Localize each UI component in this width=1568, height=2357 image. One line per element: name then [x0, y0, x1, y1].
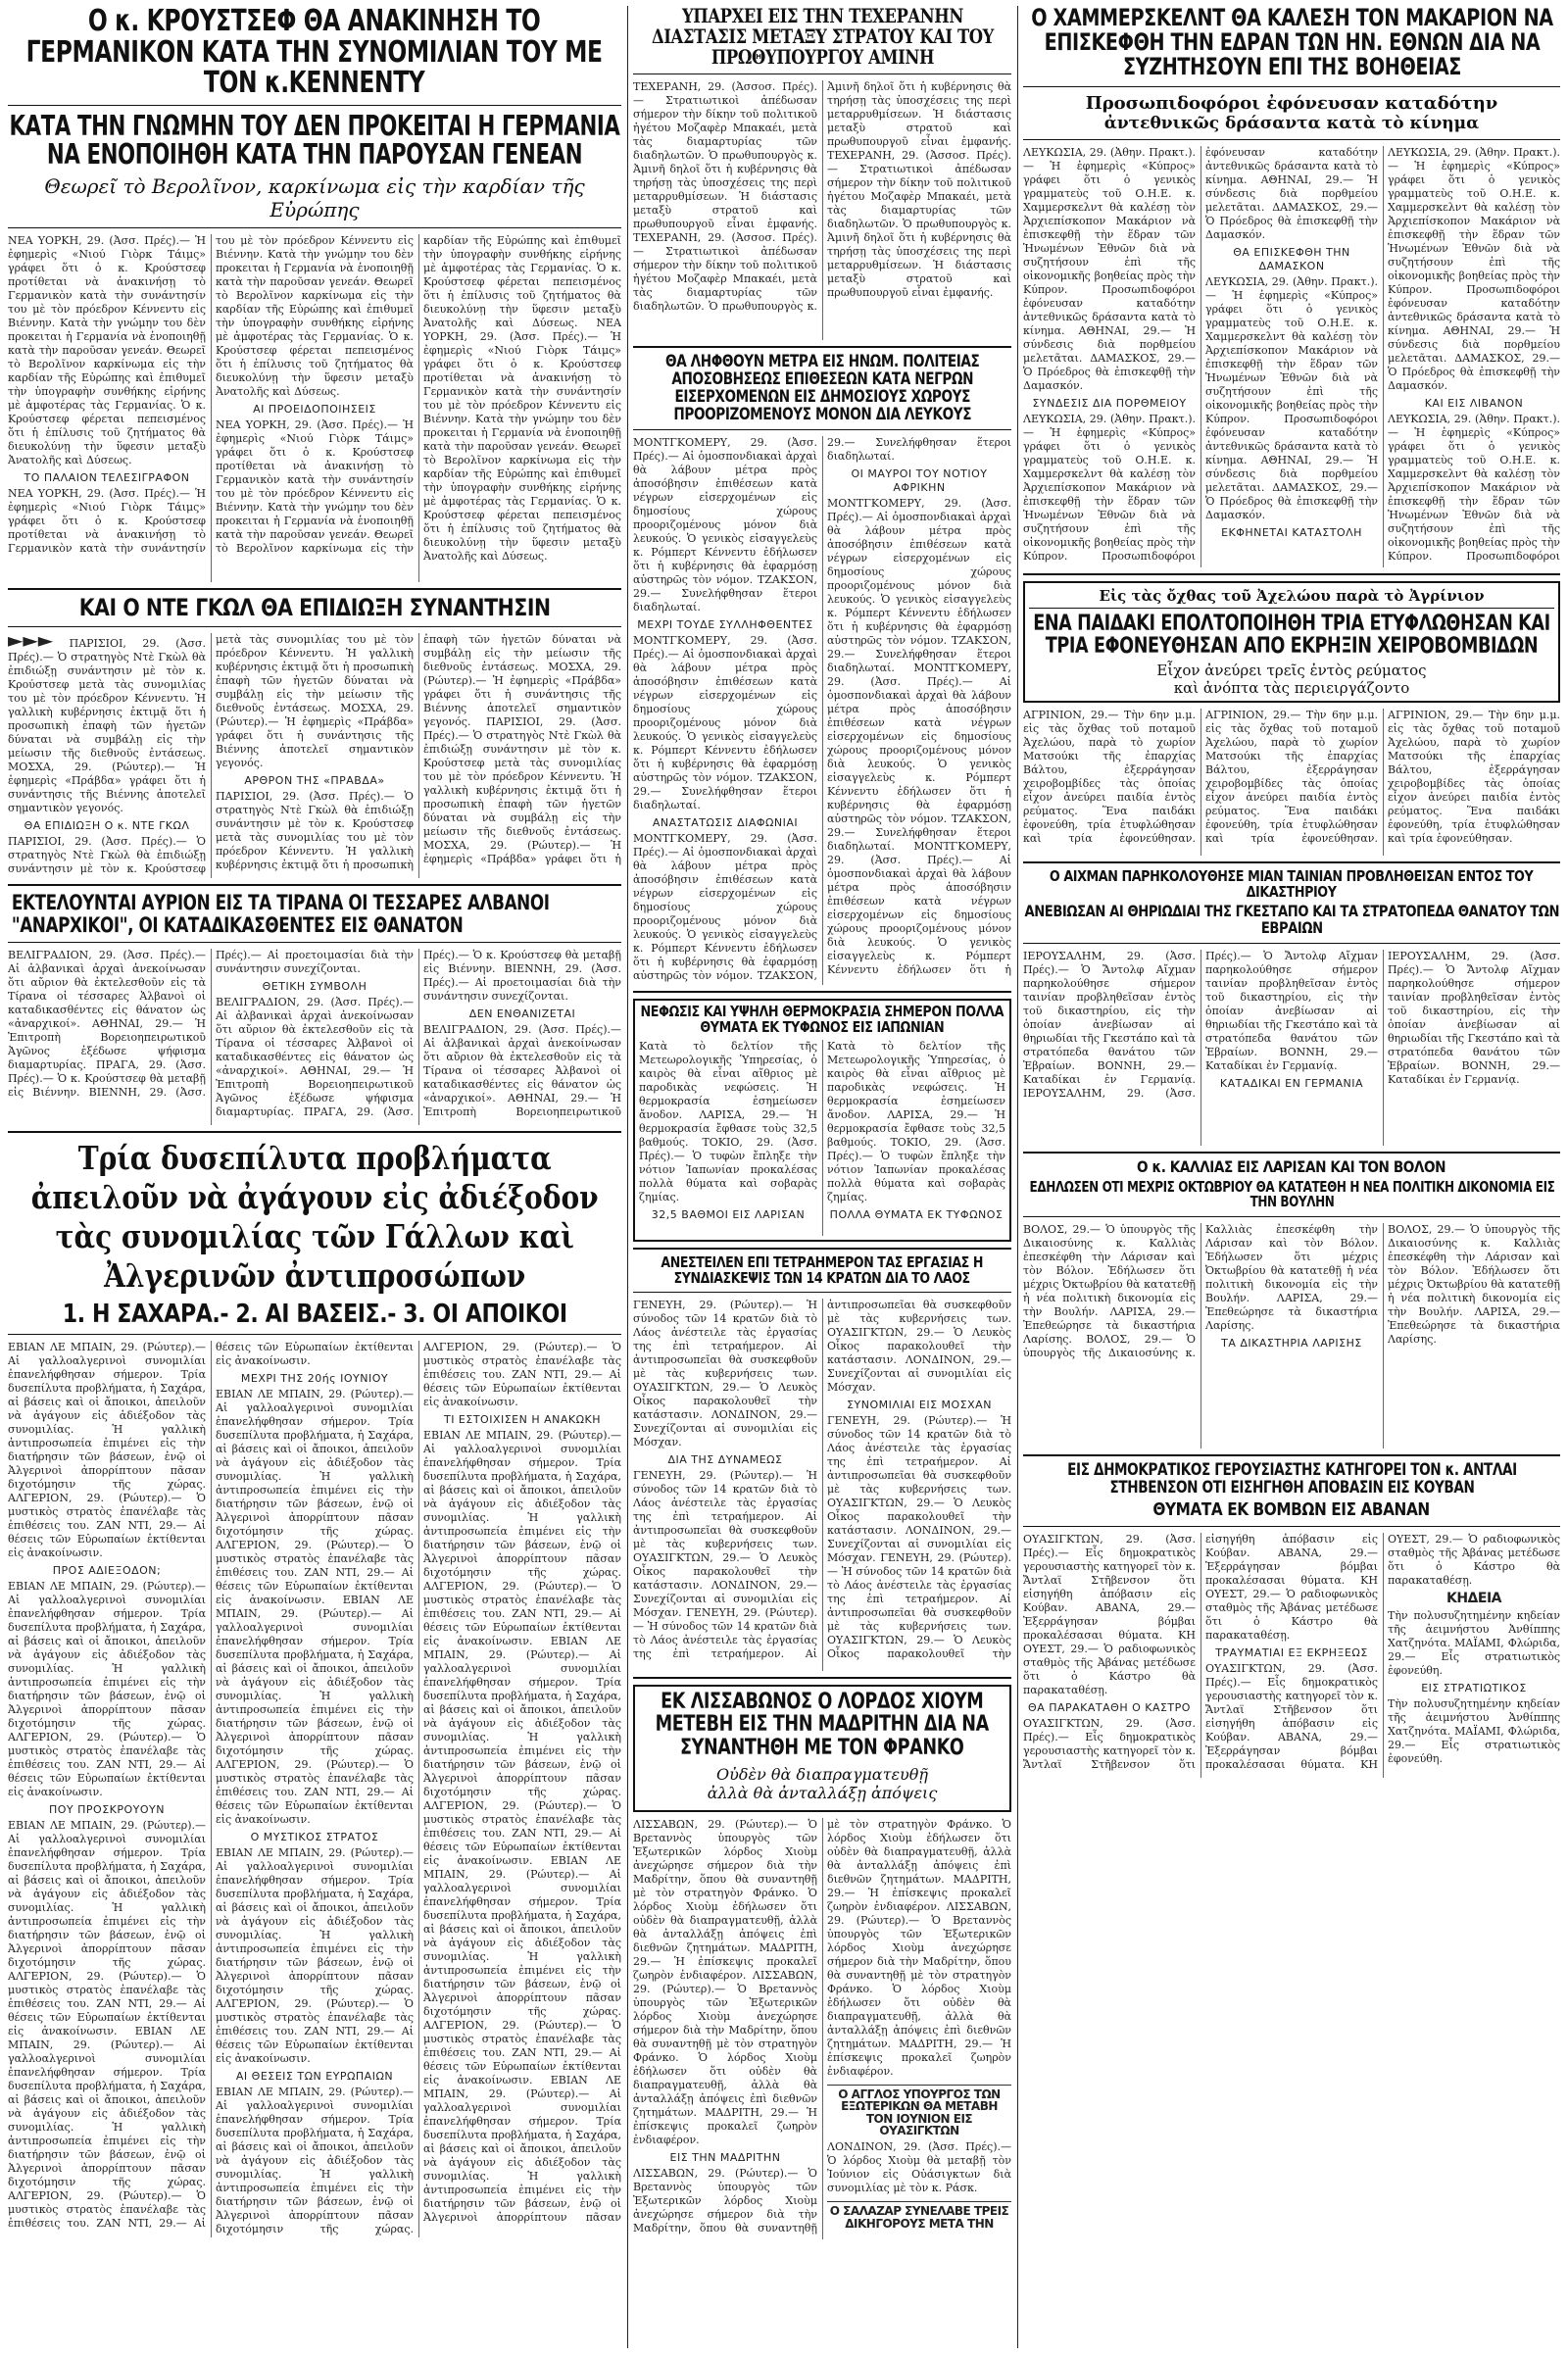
subhead-informer: ἀντεθνικῶς δράσαντα κατὰ τὸ κίνημα — [1103, 113, 1480, 133]
section-positive-contribution: ΘΕΤΙΚΗ ΣΥΜΒΟΛΗ — [262, 979, 368, 993]
section-germany-convictions: ΚΑΤΑΔΙΚΑΙ ΕΝ ΓΕΡΜΑΝΙΑ — [1219, 1076, 1364, 1090]
headline-funeral: ΚΗΔΕΙΑ — [1446, 1590, 1501, 1606]
headline-tehran: ΥΠΑΡΧΕΙ ΕΙΣ ΤΗΝ ΤΕΧΕΡΑΝΗΝ ΔΙΑΣΤΑΣΙΣ ΜΕΤΑΞΥ ΣΤΡΑΤΟΥ ΚΑΙ ΤΟΥ ΠΡΩΘΥΠΟΥΡΓΟΥ ΑΜΙΝΗ — [651, 6, 994, 69]
headline-weather: ΝΕΦΩΣΙΣ ΚΑΙ ΥΨΗΛΗ ΘΕΡΜΟΚΡΑΣΙΑ ΣΗΜΕΡΟΝ ΠΟΛΛΑ ΘΥΜΑΤΑ ΕΚ ΤΥΦΩΝΟΣ ΕΙΣ ΙΑΠΩΝΙΑΝ — [640, 1003, 1004, 1037]
article-khrushchev: ΝΕΑ ΥΟΡΚΗ, 29. (Ἀσσ. Πρές).— Ἡ ἐφημερὶς «Νιού Γιὸρκ Τάιμς» γράφει ὅτι ὁ κ. Κρούστσεφ προτίθεται νὰ ἀνακινήσῃ τὸ Γερμανικὸν κατὰ τὴν συνάντησίν του μὲ τὸν πρόεδρον Κέννεντυ εἰς Βιέννην. Κατὰ τὴν γνώμην του δὲν προκειται ἡ Γερμανία νὰ ἑνοποιηθῇ κατὰ τὴν παροῦσαν γενεάν. Θεωρεῖ τὸ Βερολῖνον καρκίνωμα εἰς τὴν καρδίαν τῆς Εὐρώπης καὶ ἐπιθυμεῖ τὴν ὑπογραφὴν συνθήκης εἰρήνης μὲ ἀμφοτέρας τὰς Γερμανίας. Ὁ κ. Κρούστσεφ φέρεται πεπεισμένος ὅτι ἡ ἐπίλυσις τοῦ ζητήματος θὰ διευκολύνῃ τὴν ὕφεσιν μεταξὺ Ἀνατολῆς καὶ Δύσεως. ΤΟ ΠΑΛΑΙΟΝ ΤΕΛΕΣΙΓΡΑΦΟΝ ΝΕΑ ΥΟΡΚΗ, 29. (Ἀσσ. Πρές).— Ἡ ἐφημερὶς «Νιού Γιὸρκ Τάιμς» γράφει ὅτι ὁ κ. Κρούστσεφ προτίθεται νὰ ἀνακινήσῃ τὸ Γερμανικὸν κατὰ τὴν συνάντησίν του μὲ τὸν πρόεδρον Κέννεντυ εἰς Βιέννην. Κατὰ τὴν γνώμην του δὲν προκειται ἡ Γερμανία νὰ ἑνοποιηθῇ κατὰ τὴν παροῦσαν γενεάν. Θεωρεῖ τὸ Βερολῖνον καρκίνωμα εἰς τὴν καρδίαν τῆς Εὐρώπης καὶ ἐπιθυμεῖ τὴν ὑπογραφὴν συνθήκης εἰρήνης μὲ ἀμφοτέρας τὰς Γερμανίας. Ὁ κ. Κρούστσεφ φέρεται πεπεισμένος ὅτι ἡ ἐπίλυσις τοῦ ζητήματος θὰ διευκολύνῃ τὴν ὕφεσιν μεταξὺ Ἀνατολῆς καὶ Δύσεως. ΑΙ ΠΡΟΕΙΔΟΠΟΙΗΣΕΙΣ ΝΕΑ ΥΟΡΚΗ, 29. (Ἀσσ. Πρές).— Ἡ ἐφημερὶς «Νιού Γιὸρκ Τάιμς» γράφει ὅτι ὁ κ. Κρούστσεφ προτίθεται νὰ ἀνακινήσῃ τὸ Γερμανικὸν κατὰ τὴν συνάντησίν του μὲ τὸν πρόεδρον Κέννεντυ εἰς Βιέννην. Κατὰ τὴν γνώμην του δὲν προκειται ἡ Γερμανία νὰ ἑνοποιηθῇ κατὰ τὴν παροῦσαν γενεάν. Θεωρεῖ τὸ Βερολῖνον καρκίνωμα εἰς τὴν καρδίαν τῆς Εὐρώπης καὶ ἐπιθυμεῖ τὴν ὑπογραφὴν συνθήκης εἰρήνης μὲ ἀμφοτέρας τὰς Γερμανίας. Ὁ κ. Κρούστσεφ φέρεται πεπεισμένος ὅτι ἡ ἐπίλυσις τοῦ ζητήματος θὰ διευκολύνῃ τὴν ὕφεσιν μεταξὺ Ἀνατολῆς καὶ Δύσεως. ΝΕΑ ΥΟΡΚΗ, 29. (Ἀσσ. Πρές).— Ἡ ἐφημερὶς «Νιού Γιὸρκ Τάιμς» γράφει ὅτι ὁ κ. Κρούστσεφ προτίθεται νὰ ἀνακινήσῃ τὸ Γερμανικὸν κατὰ τὴν συνάντησίν του μὲ τὸν πρόεδρον Κέννεντυ εἰς Βιέννην. Κατὰ τὴν γνώμην του δὲν προκειται ἡ Γερμανία νὰ ἑνοποιηθῇ κατὰ τὴν παροῦσαν γενεάν. Θεωρεῖ τὸ Βερολῖνον καρκίνωμα εἰς τὴν καρδίαν τῆς Εὐρώπης καὶ ἐπιθυμεῖ τὴν ὑπογραφὴν συνθήκης εἰρήνης μὲ ἀμφοτέρας τὰς Γερμανίας. Ὁ κ. Κρούστσεφ φέρεται πεπεισμένος ὅτι ἡ ἐπίλυσις τοῦ ζητήματος θὰ διευκολύνῃ τὴν ὕφεσιν μεταξὺ Ἀνατολῆς καὶ Δύσεως. — [8, 234, 621, 564]
section-arrested: ΜΕΧΡΙ ΤΟΥΔΕ ΣΥΛΛΗΦΘΕΝΤΕΣ — [637, 618, 813, 632]
headline-germany-unification: ΚΑΤΑ ΤΗΝ ΓΝΩΜΗΝ ΤΟΥ ΔΕΝ ΠΡΟΚΕΙΤΑΙ Η ΓΕΡΜΑΝΙΑ ΝΑ ΕΝΟΠΟΙΗΘΗ ΚΑΤΑ ΤΗΝ ΠΑΡΟΥΣΑΝ ΓΕΝΕΑΝ — [9, 109, 620, 171]
subhead-exchange: ἀλλὰ θὰ ἀνταλλάξῃ ἀπόψεις — [707, 1783, 938, 1802]
headline-hammarskjold: Ο ΧΑΜΜΕΡΣΚΕΛΝΤ ΘΑ ΚΑΛΕΣΗ ΤΟΝ ΜΑΚΑΡΙΟΝ ΝΑ ΕΠΙΣΚΕΦΘΗ ΤΗΝ ΕΔΡΑΝ ΤΩΝ ΗΝ. ΕΘΝΩΝ ΔΙΑ ΝΑ ΣΥΖΗΤΗΣΟΥΝ ΕΠΙ ΤΗΣ ΒΟΗΘΕΙΑΣ — [1030, 6, 1553, 81]
headline-lord-home: ΕΚ ΛΙΣΣΑΒΩΝΟΣ Ο ΛΟΡΔΟΣ ΧΙΟΥΜ ΜΕΤΕΒΗ ΕΙΣ ΤΗΝ ΜΑΔΡΙΤΗΝ ΔΙΑ ΝΑ ΣΥΝΑΝΤΗΘΗ ΜΕ ΤΟΝ ΦΡΑΝΚΟ — [655, 1690, 990, 1760]
headline-khrushchev: Ο κ. ΚΡΟΥΣΤΣΕΦ ΘΑ ΑΝΑΚΙΝΗΣΗ ΤΟ ΓΕΡΜΑΝΙΚΟΝ ΚΑΤΑ ΤΗΝ ΣΥΝΟΜΙΛΙΑΝ ΤΟΥ ΜΕ ΤΟΝ κ.ΚΕΝΝΕΝΤΥ — [25, 6, 604, 100]
column-right — [1023, 6, 1560, 2348]
article-foreign-minister: ΛΟΝΔΙΝΟΝ, 29. (Ἀσσ. Πρές).— Ὁ λόρδος Χιοὺμ θὰ μεταβῇ τὸν Ἰούνιον εἰς Οὐάσιγκτων διὰ συνομιλίας μὲ τὸν κ. Ράσκ. — [827, 2140, 1011, 2195]
headline-eichmann: Ο ΑΙΧΜΑΝ ΠΑΡΗΚΟΛΟΥΘΗΣΕ ΜΙΑΝ ΤΑΙΝΙΑΝ ΠΡΟΒΛΗΘΕΙΣΑΝ ΕΝΤΟΣ ΤΟΥ ΔΙΚΑΣΤΗΡΙΟΥ — [1050, 866, 1534, 901]
headline-laos-conference: ΑΝΕΣΤΕΙΛΕΝ ΕΠΙ ΤΕΤΡΑΗΜΕΡΟΝ ΤΑΣ ΕΡΓΑΣΙΑΣ Η ΣΥΝΔΙΑΣΚΕΨΙΣ ΤΩΝ 14 ΚΡΑΤΩΝ ΔΙΑ ΤΟ ΛΑΟΣ — [661, 1252, 984, 1287]
headline-us-segregation: ΘΑ ΛΗΦΘΟΥΝ ΜΕΤΡΑ ΕΙΣ ΗΝΩΜ. ΠΟΛΙΤΕΙΑΣ ΑΠΟΣΟΒΗΣΕΩΣ ΕΠΙΘΕΣΕΩΝ ΚΑΤΑ ΝΕΓΡΩΝ ΕΙΣΕΡΧΟΜΕΝΩΝ ΕΙΣ ΔΗΜΟΣΙΟΥΣ ΧΩΡΟΥΣ ΠΡΟΟΡΙΖΟΜΕΝΟΥΣ ΜΟΝΟΝ ΔΙΑ ΛΕΥΚΟΥΣ — [664, 352, 980, 424]
lord-home-box — [633, 1685, 1011, 1811]
article-eichmann: ΙΕΡΟΥΣΑΛΗΜ, 29. (Ἀσσ. Πρές).— Ὁ Ἄντολφ Αἴχμαν παρηκολούθησε σήμερον ταινίαν προβληθεῖσαν ἐντὸς τοῦ δικαστηρίου, εἰς τὴν ὁποίαν ἀνεβίωσαν αἱ θηριωδίαι τῆς Γκεστάπο καὶ τὰ στρατόπεδα θανάτου τῶν Ἑβραίων. ΒΟΝΝΗ, 29.— Καταδίκαι ἐν Γερμανίᾳ. ΙΕΡΟΥΣΑΛΗΜ, 29. (Ἀσσ. Πρές).— Ὁ Ἄντολφ Αἴχμαν παρηκολούθησε σήμερον ταινίαν προβληθεῖσαν ἐντὸς τοῦ δικαστηρίου, εἰς τὴν ὁποίαν ἀνεβίωσαν αἱ θηριωδίαι τῆς Γκεστάπο καὶ τὰ στρατόπεδα θανάτου τῶν Ἑβραίων. ΒΟΝΝΗ, 29.— Καταδίκαι ἐν Γερμανίᾳ. ΚΑΤΑΔΙΚΑΙ ΕΝ ΓΕΡΜΑΝΙΑ ΙΕΡΟΥΣΑΛΗΜ, 29. (Ἀσσ. Πρές).— Ὁ Ἄντολφ Αἴχμαν παρηκολούθησε σήμερον ταινίαν προβληθεῖσαν ἐντὸς τοῦ δικαστηρίου, εἰς τὴν ὁποίαν ἀνεβίωσαν αἱ θηριωδίαι τῆς Γκεστάπο καὶ τὰ στρατόπεδα θανάτου τῶν Ἑβραίων. ΒΟΝΝΗ, 29.— Καταδίκαι ἐν Γερμανίᾳ. — [1023, 949, 1560, 1100]
section-typhoon: ΠΟΛΛΑ ΘΥΜΑΤΑ ΕΚ ΤΥΦΩΝΟΣ — [829, 1207, 1004, 1221]
article-de-gaulle: ►►► ΠΑΡΙΣΙΟΙ, 29. (Ἀσσ. Πρές).— Ὁ στρατηγὸς Ντὲ Γκὼλ θὰ ἐπιδιώξῃ συνάντησιν μὲ τὸν κ. Κρούστσεφ μετὰ τὰς συνομιλίας του μὲ τὸν πρόεδρον Κέννεντυ. Ἡ γαλλικὴ κυβέρνησις ἐκτιμᾷ ὅτι ἡ προσωπικὴ ἐπαφὴ τῶν ἡγετῶν δύναται νὰ συμβάλῃ εἰς τὴν μείωσιν τῆς διεθνοῦς ἐντάσεως. ΜΟΣΧΑ, 29. (Ρώυτερ).— Ἡ ἐφημερὶς «Πράβδα» γράφει ὅτι ἡ συνάντησις τῆς Βιέννης ἀποτελεῖ σημαντικὸν γεγονός. ΘΑ ΕΠΙΔΙΩΞΗ Ο κ. ΝΤΕ ΓΚΩΛ ΠΑΡΙΣΙΟΙ, 29. (Ἀσσ. Πρές).— Ὁ στρατηγὸς Ντὲ Γκὼλ θὰ ἐπιδιώξῃ συνάντησιν μὲ τὸν κ. Κρούστσεφ μετὰ τὰς συνομιλίας του μὲ τὸν πρόεδρον Κέννεντυ. Ἡ γαλλικὴ κυβέρνησις ἐκτιμᾷ ὅτι ἡ προσωπικὴ ἐπαφὴ τῶν ἡγετῶν δύναται νὰ συμβάλῃ εἰς τὴν μείωσιν τῆς διεθνοῦς ἐντάσεως. ΜΟΣΧΑ, 29. (Ρώυτερ).— Ἡ ἐφημερὶς «Πράβδα» γράφει ὅτι ἡ συνάντησις τῆς Βιέννης ἀποτελεῖ σημαντικὸν γεγονός. ΑΡΘΡΟΝ ΤΗΣ «ΠΡΑΒΔΑ» ΠΑΡΙΣΙΟΙ, 29. (Ἀσσ. Πρές).— Ὁ στρατηγὸς Ντὲ Γκὼλ θὰ ἐπιδιώξῃ συνάντησιν μὲ τὸν κ. Κρούστσεφ μετὰ τὰς συνομιλίας του μὲ τὸν πρόεδρον Κέννεντυ. Ἡ γαλλικὴ κυβέρνησις ἐκτιμᾷ ὅτι ἡ προσωπικὴ ἐπαφὴ τῶν ἡγετῶν δύναται νὰ συμβάλῃ εἰς τὴν μείωσιν τῆς διεθνοῦς ἐντάσεως. ΜΟΣΧΑ, 29. (Ρώυτερ).— Ἡ ἐφημερὶς «Πράβδα» γράφει ὅτι ἡ συνάντησις τῆς Βιέννης ἀποτελεῖ σημαντικὸν γεγονός. ΠΑΡΙΣΙΟΙ, 29. (Ἀσσ. Πρές).— Ὁ στρατηγὸς Ντὲ Γκὼλ θὰ ἐπιδιώξῃ συνάντησιν μὲ τὸν κ. Κρούστσεφ μετὰ τὰς συνομιλίας του μὲ τὸν πρόεδρον Κέννεντυ. Ἡ γαλλικὴ κυβέρνησις ἐκτιμᾷ ὅτι ἡ προσωπικὴ ἐπαφὴ τῶν ἡγετῶν δύναται νὰ συμβάλῃ εἰς τὴν μείωσιν τῆς διεθνοῦς ἐντάσεως. ΜΟΣΧΑ, 29. (Ρώυτερ).— Ἡ ἐφημερὶς «Πράβδα» γράφει ὅτι ἡ — [8, 633, 621, 878]
headline-de-gaulle: ΚΑΙ Ο ΝΤΕ ΓΚΩΛ ΘΑ ΕΠΙΔΙΩΞΗ ΣΥΝΑΝΤΗΣΙΝ — [78, 594, 551, 622]
section-lebanon: ΚΑΙ ΕΙΣ ΛΙΒΑΝΟΝ — [1424, 396, 1524, 410]
headline-senator-stevenson: ΕΙΣ ΔΗΜΟΚΡΑΤΙΚΟΣ ΓΕΡΟΥΣΙΑΣΤΗΣ ΚΑΤΗΓΟΡΕΙ ΤΟΝ κ. ΑΝΤΛΑΙ ΣΤΗΒΕΝΣΟΝ ΟΤΙ ΕΙΣΗΓΗΘΗ ΑΠΟΒΑΣΙΝ ΕΙΣ ΚΟΥΒΑΝ — [1066, 1460, 1517, 1498]
article-algeria: ΕΒΙΑΝ ΛΕ ΜΠΑΙΝ, 29. (Ρώυτερ).— Αἱ γαλλοαλγερινοὶ συνομιλίαι ἐπανελήφθησαν σήμερον. Τρία δυσεπίλυτα προβλήματα, ἡ Σαχάρα, αἱ βάσεις καὶ οἱ ἄποικοι, ἀπειλοῦν νὰ ἀγάγουν εἰς ἀδιέξοδον τὰς συνομιλίας. Ἡ γαλλικὴ ἀντιπροσωπεία ἐπιμένει εἰς τὴν διατήρησιν τῶν βάσεων, ἐνῷ οἱ Ἀλγερινοὶ ἀπορρίπτουν πᾶσαν διχοτόμησιν τῆς χώρας. ΑΛΓΕΡΙΟΝ, 29. (Ρώυτερ).— Ὁ μυστικὸς στρατὸς ἐπανέλαβε τὰς ἐπιθέσεις του. ΖΑΝ ΝΤΙ, 29.— Αἱ θέσεις τῶν Εὐρωπαίων ἐκτίθενται εἰς ἀνακοίνωσιν. ΠΡΟΣ ΑΔΙΕΞΟΔΟΝ; ΕΒΙΑΝ ΛΕ ΜΠΑΙΝ, 29. (Ρώυτερ).— Αἱ γαλλοαλγερινοὶ συνομιλίαι ἐπανελήφθησαν σήμερον. Τρία δυσεπίλυτα προβλήματα, ἡ Σαχάρα, αἱ βάσεις καὶ οἱ ἄποικοι, ἀπειλοῦν νὰ ἀγάγουν εἰς ἀδιέξοδον τὰς συνομιλίας. Ἡ γαλλικὴ ἀντιπροσωπεία ἐπιμένει εἰς τὴν διατήρησιν τῶν βάσεων, ἐνῷ οἱ Ἀλγερινοὶ ἀπορρίπτουν πᾶσαν διχοτόμησιν τῆς χώρας. ΑΛΓΕΡΙΟΝ, 29. (Ρώυτερ).— Ὁ μυστικὸς στρατὸς ἐπανέλαβε τὰς ἐπιθέσεις του. ΖΑΝ ΝΤΙ, 29.— Αἱ θέσεις τῶν Εὐρωπαίων ἐκτίθενται εἰς ἀνακοίνωσιν. ΠΟΥ ΠΡΟΣΚΡΟΥΟΥΝ ΕΒΙΑΝ ΛΕ ΜΠΑΙΝ, 29. (Ρώυτερ).— Αἱ γαλλοαλγερινοὶ συνομιλίαι ἐπανελήφθησαν σήμερον. Τρία δυσεπίλυτα προβλήματα, ἡ Σαχάρα, αἱ βάσεις καὶ οἱ ἄποικοι, ἀπειλοῦν νὰ ἀγάγουν εἰς ἀδιέξοδον τὰς συνομιλίας. Ἡ γαλλικὴ ἀντιπροσωπεία ἐπιμένει εἰς τὴν διατήρησιν τῶν βάσεων, ἐνῷ οἱ Ἀλγερινοὶ ἀπορρίπτουν πᾶσαν διχοτόμησιν τῆς χώρας. ΑΛΓΕΡΙΟΝ, 29. (Ρώυτερ).— Ὁ μυστικὸς στρατὸς ἐπανέλαβε τὰς ἐπιθέσεις του. ΖΑΝ ΝΤΙ, 29.— Αἱ θέσεις τῶν Εὐρωπαίων ἐκτίθενται εἰς ἀνακοίνωσιν. ΕΒΙΑΝ ΛΕ ΜΠΑΙΝ, 29. (Ρώυτερ).— Αἱ γαλλοαλγερινοὶ συνομιλίαι ἐπανελήφθησαν σήμερον. Τρία δυσεπίλυτα προβλήματα, ἡ Σαχάρα, αἱ βάσεις καὶ οἱ ἄποικοι, ἀπειλοῦν νὰ ἀγάγουν εἰς ἀδιέξοδον τὰς συνομιλίας. Ἡ γαλλικὴ ἀντιπροσωπεία ἐπιμένει εἰς τὴν διατήρησιν τῶν βάσεων, ἐνῷ οἱ Ἀλγερινοὶ ἀπορρίπτουν πᾶσαν διχοτόμησιν τῆς χώρας. ΑΛΓΕΡΙΟΝ, 29. (Ρώυτερ).— Ὁ μυστικὸς στρατὸς ἐπανέλαβε τὰς ἐπιθέσεις του. ΖΑΝ ΝΤΙ, 29.— Αἱ θέσεις τῶν Εὐρωπαίων ἐκτίθενται εἰς ἀνακοίνωσιν. ΜΕΧΡΙ ΤΗΣ 20ής ΙΟΥΝΙΟΥ ΕΒΙΑΝ ΛΕ ΜΠΑΙΝ, 29. (Ρώυτερ).— Αἱ γαλλοαλγερινοὶ συνομιλίαι ἐπανελήφθησαν σήμερον. Τρία δυσεπίλυτα προβλήματα, ἡ Σαχάρα, αἱ βάσεις καὶ οἱ ἄποικοι, ἀπειλοῦν νὰ ἀγάγουν εἰς ἀδιέξοδον τὰς συνομιλίας. Ἡ γαλλικὴ ἀντιπροσωπεία ἐπιμένει εἰς τὴν διατήρησιν τῶν βάσεων, ἐνῷ οἱ Ἀλγερινοὶ ἀπορρίπτουν πᾶσαν διχοτόμησιν τῆς χώρας. ΑΛΓΕΡΙΟΝ, 29. (Ρώυτερ).— Ὁ μυστικὸς στρατὸς ἐπανέλαβε τὰς ἐπιθέσεις του. ΖΑΝ ΝΤΙ, 29.— Αἱ θέσεις τῶν Εὐρωπαίων ἐκτίθενται εἰς ἀνακοίνωσιν. ΕΒΙΑΝ ΛΕ ΜΠΑΙΝ, 29. (Ρώυτερ).— Αἱ γαλλοαλγερινοὶ συνομιλίαι ἐπανελήφθησαν σήμερον. Τρία δυσεπίλυτα προβλήματα, ἡ Σαχάρα, αἱ βάσεις καὶ οἱ ἄποικοι, ἀπειλοῦν νὰ ἀγάγουν εἰς ἀδιέξοδον τὰς συνομιλίας. Ἡ γαλλικὴ ἀντιπροσωπεία ἐπιμένει εἰς τὴν διατήρησιν τῶν βάσεων, ἐνῷ οἱ Ἀλγερινοὶ ἀπορρίπτουν πᾶσαν διχοτόμησιν τῆς χώρας. ΑΛΓΕΡΙΟΝ, 29. (Ρώυτερ).— Ὁ μυστικὸς στρατὸς ἐπανέλαβε τὰς ἐπιθέσεις του. ΖΑΝ ΝΤΙ, 29.— Αἱ θέσεις τῶν Εὐρωπαίων ἐκτίθενται εἰς ἀνακοίνωσιν. Ο ΜΥΣΤΙΚΟΣ ΣΤΡΑΤΟΣ ΕΒΙΑΝ ΛΕ ΜΠΑΙΝ, 29. (Ρώυτερ).— Αἱ γαλλοαλγερινοὶ συνομιλίαι ἐπανελήφθησαν σήμερον. Τρία δυσεπίλυτα προβλήματα, ἡ Σαχάρα, αἱ βάσεις καὶ οἱ ἄποικοι, ἀπειλοῦν νὰ ἀγάγουν εἰς ἀδιέξοδον τὰς συνομιλίας. Ἡ γαλλικὴ ἀντιπροσωπεία ἐπιμένει εἰς τὴν διατήρησιν τῶν βάσεων, ἐνῷ οἱ Ἀλγερινοὶ ἀπορρίπτουν πᾶσαν διχοτόμησιν τῆς χώρας. ΑΛΓΕΡΙΟΝ, 29. (Ρώυτερ).— Ὁ μυστικὸς στρατὸς ἐπανέλαβε τὰς ἐπιθέσεις του. ΖΑΝ ΝΤΙ, 29.— Αἱ θέσεις τῶν Εὐρωπαίων ἐκτίθενται εἰς ἀνακοίνωσιν. ΑΙ ΘΕΣΕΙΣ ΤΩΝ ΕΥΡΩΠΑΙΩΝ ΕΒΙΑΝ ΛΕ ΜΠΑΙΝ, 29. (Ρώυτερ).— Αἱ γαλλοαλγερινοὶ συνομιλίαι ἐπανελήφθησαν σήμερον. Τρία δυσεπίλυτα προβλήματα, ἡ Σαχάρα, αἱ βάσεις καὶ οἱ ἄποικοι, ἀπειλοῦν νὰ ἀγάγουν εἰς ἀδιέξοδον τὰς συνομιλίας. Ἡ γαλλικὴ ἀντιπροσωπεία ἐπιμένει εἰς τὴν διατήρησιν τῶν βάσεων, ἐνῷ οἱ Ἀλγερινοὶ ἀπορρίπτουν πᾶσαν διχοτόμησιν τῆς χώρας. ΑΛΓΕΡΙΟΝ, 29. (Ρώυτερ).— Ὁ μυστικὸς στρατὸς ἐπανέλαβε τὰς ἐπιθέσεις του. ΖΑΝ ΝΤΙ, 29.— Αἱ θέσεις τῶν Εὐρωπαίων ἐκτίθενται εἰς ἀνακοίνωσιν. ΤΙ ΕΣΤΟΙΧΙΣΕΝ Η ΑΝΑΚΩΚΗ ΕΒΙΑΝ ΛΕ ΜΠΑΙΝ, 29. (Ρώυτερ).— Αἱ γαλλοαλγερινοὶ συνομιλίαι ἐπανελήφθησαν σήμερον. Τρία δυσεπίλυτα προβλήματα, ἡ Σαχάρα, αἱ βάσεις καὶ οἱ ἄποικοι, ἀπειλοῦν νὰ ἀγάγουν εἰς ἀδιέξοδον τὰς συνομιλίας. Ἡ γαλλικὴ ἀντιπροσωπεία ἐπιμένει εἰς τὴν διατήρησιν τῶν βάσεων, ἐνῷ οἱ Ἀλγερινοὶ ἀπορρίπτουν πᾶσαν διχοτόμησιν τῆς χώρας. ΑΛΓΕΡΙΟΝ, 29. (Ρώυτερ).— Ὁ μυστικὸς στρατὸς ἐπανέλαβε τὰς ἐπιθέσεις του. ΖΑΝ ΝΤΙ, 29.— Αἱ θέσεις τῶν Εὐρωπαίων ἐκτίθενται εἰς ἀνακοίνωσιν. ΕΒΙΑΝ ΛΕ ΜΠΑΙΝ, 29. (Ρώυτερ).— Αἱ γαλλοαλγερινοὶ συνομιλίαι ἐπανελήφθησαν σήμερον. Τρία δυσεπίλυτα προβλήματα, ἡ Σαχάρα, αἱ βάσεις καὶ οἱ ἄποικοι, ἀπειλοῦν νὰ ἀγάγουν εἰς ἀδιέξοδον τὰς συνομιλίας. Ἡ γαλλικὴ ἀντιπροσωπεία ἐπιμένει εἰς τὴν διατήρησιν τῶν βάσεων, ἐνῷ οἱ Ἀλγερινοὶ ἀπορρίπτουν πᾶσαν διχοτόμησιν τῆς χώρας. ΑΛΓΕΡΙΟΝ, 29. (Ρώυτερ).— Ὁ μυστικὸς στρατὸς ἐπανέλαβε τὰς ἐπιθέσεις του. ΖΑΝ ΝΤΙ, 29.— Αἱ θέσεις τῶν Εὐρωπαίων ἐκτίθενται εἰς ἀνακοίνωσιν. ΕΒΙΑΝ ΛΕ ΜΠΑΙΝ, 29. (Ρώυτερ).— Αἱ γαλλοαλγερινοὶ συνομιλίαι ἐπανελήφθησαν σήμερον. Τρία δυσεπίλυτα προβλήματα, ἡ Σαχάρα, αἱ βάσεις καὶ οἱ ἄποικοι, ἀπειλοῦν νὰ ἀγάγουν εἰς ἀδιέξοδον τὰς συνομιλίας. Ἡ γαλλικὴ ἀντιπροσωπεία ἐπιμένει εἰς τὴν διατήρησιν τῶν βάσεων, ἐνῷ οἱ Ἀλγερινοὶ ἀπορρίπτουν πᾶσαν διχοτόμησιν τῆς χώρας. ΑΛΓΕΡΙΟΝ, 29. (Ρώυτερ).— Ὁ μυστικὸς στρατὸς ἐπανέλαβε τὰς ἐπιθέσεις του. ΖΑΝ ΝΤΙ, 29.— Αἱ θέσεις τῶν Εὐρωπαίων ἐκτίθενται εἰς ἀνακοίνωσιν. ΕΒΙΑΝ ΛΕ ΜΠΑΙΝ, 29. (Ρώυτερ).— Αἱ γαλλοαλγερινοὶ συνομιλίαι ἐπανελήφθησαν σήμερον. Τρία δυσεπίλυτα προβλήματα, ἡ Σαχάρα, αἱ βάσεις καὶ οἱ ἄποικοι, ἀπειλοῦν νὰ ἀγάγουν εἰς ἀδιέξοδον τὰς συνομιλίας. Ἡ γαλλικὴ ἀντιπροσωπεία ἐπιμένει εἰς τὴν διατήρησιν τῶν βάσεων, ἐνῷ οἱ Ἀλγερινοὶ ἀπορρίπτουν πᾶσαν — [8, 1340, 621, 2235]
kicker-acheloos: Εἰς τὰς ὄχθας τοῦ Ἀχελώου παρὰ τὸ Ἀγρίνιον — [1029, 587, 1554, 609]
article-weather: Κατὰ τὸ δελτίον τῆς Μετεωρολογικῆς Ὑπηρεσίας, ὁ καιρὸς θὰ εἶναι αἴθριος μὲ παροδικὰς νεφώσεις. Ἡ θερμοκρασία ἐσημείωσεν ἄνοδον. ΛΑΡΙΣΑ, 29.— Ἡ θερμοκρασία ἔφθασε τοὺς 32,5 βαθμούς. ΤΟΚΙΟ, 29. (Ἀσσ. Πρές).— Ὁ τυφὼν ἔπληξε τὴν νότιον Ἰαπωνίαν προκαλέσας πολλὰ θύματα καὶ σοβαρὰς ζημίας. 32,5 ΒΑΘΜΟΙ ΕΙΣ ΛΑΡΙΣΑΝ Κατὰ τὸ δελτίον τῆς Μετεωρολογικῆς Ὑπηρεσίας, ὁ καιρὸς θὰ εἶναι αἴθριος μὲ παροδικὰς νεφώσεις. Ἡ θερμοκρασία ἐσημείωσεν ἄνοδον. ΛΑΡΙΣΑ, 29.— Ἡ θερμοκρασία ἔφθασε τοὺς 32,5 βαθμούς. ΤΟΚΙΟ, 29. (Ἀσσ. Πρές).— Ὁ τυφὼν ἔπληξε τὴν νότιον Ἰαπωνίαν προκαλέσας πολλὰ θύματα καὶ σοβαρὰς ζημίας. ΠΟΛΛΑ ΘΥΜΑΤΑ ΕΚ ΤΥΦΩΝΟΣ — [639, 1039, 1005, 1221]
column-middle — [633, 6, 1011, 2348]
section-until-june-20: ΜΕΧΡΙ ΤΗΣ 20ής ΙΟΥΝΙΟΥ — [240, 1371, 389, 1385]
subhead-berlin: Θεωρεῖ τὸ Βερολῖνον, καρκίνωμα εἰς τὴν καρδίαν τῆς Εὐρώπης — [44, 174, 585, 222]
weather-box — [633, 999, 1011, 1242]
section-madrid: ΕΙΣ ΤΗΝ ΜΑΔΡΙΤΗΝ — [669, 2150, 781, 2164]
section-disagreements: ΑΝΑΣΤΑΤΩΣΙΣ ΔΙΑΦΩΝΙΑΙ — [652, 816, 799, 830]
section-soldier: ΕΙΣ ΣΤΡΑΤΙΩΤΙΚΟΣ — [1421, 1682, 1527, 1695]
article-grenades: ΑΓΡΙΝΙΟΝ, 29.— Τὴν 6ην μ.μ. εἰς τὰς ὄχθας τοῦ ποταμοῦ Ἀχελώου, παρὰ τὸ χωρίον Ματσούκι τῆς ἐπαρχίας Βάλτου, ἐξερράγησαν χειροβομβίδες τὰς ὁποίας εἶχον ἀνεύρει παιδία ἐντὸς ρεύματος. Ἕνα παιδάκι ἐφονεύθη, τρία ἐτυφλώθησαν καὶ τρία ἐφονεύθησαν. ΑΓΡΙΝΙΟΝ, 29.— Τὴν 6ην μ.μ. εἰς τὰς ὄχθας τοῦ ποταμοῦ Ἀχελώου, παρὰ τὸ χωρίον Ματσούκι τῆς ἐπαρχίας Βάλτου, ἐξερράγησαν χειροβομβίδες τὰς ὁποίας εἶχον ἀνεύρει παιδία ἐντὸς ρεύματος. Ἕνα παιδάκι ἐφονεύθη, τρία ἐτυφλώθησαν καὶ τρία ἐφονεύθησαν. ΑΓΡΙΝΙΟΝ, 29.— Τὴν 6ην μ.μ. εἰς τὰς ὄχθας τοῦ ποταμοῦ Ἀχελώου, παρὰ τὸ χωρίον Ματσούκι τῆς ἐπαρχίας Βάλτου, ἐξερράγησαν χειροβομβίδες τὰς ὁποίας εἶχον ἀνεύρει παιδία ἐντὸς ρεύματος. Ἕνα παιδάκι ἐφονεύθη, τρία ἐτυφλώθησαν καὶ τρία ἐφονεύθησαν. — [1023, 708, 1560, 845]
section-forces: ΔΙΑ ΤΗΣ ΔΥΝΑΜΕΩΣ — [667, 1453, 783, 1467]
subhead-examined: καὶ ἀνόπτα τὰς περιειργάζοντο — [1173, 678, 1410, 697]
section-not-encouraged: ΔΕΝ ΕΝΘΑΝΙΖΕΤΑΙ — [468, 1007, 576, 1020]
section-damascus: ΘΑ ΕΠΙΣΚΕΦΘΗ ΤΗΝ ΔΑΜΑΣΚΟΝ — [1233, 245, 1350, 272]
section-larisa-temp: 32,5 ΒΑΘΜΟΙ ΕΙΣ ΛΑΡΙΣΑΝ — [651, 1207, 806, 1221]
section-warnings: ΑΙ ΠΡΟΕΙΔΟΠΟΙΗΣΕΙΣ — [253, 403, 376, 417]
section-moscow-talks: ΣΥΝΟΜΙΛΙΑΙ ΕΙΣ ΜΟΣΧΑΝ — [847, 1399, 992, 1412]
section-announcement: ΤΙ ΕΣΤΟΙΧΙΣΕΝ Η ΑΝΑΚΩΚΗ — [443, 1412, 602, 1426]
section-larisa-courts: ΤΑ ΔΙΚΑΣΤΗΡΙΑ ΛΑΡΙΣΗΣ — [1221, 1337, 1362, 1350]
article-lord-home: ΛΙΣΣΑΒΩΝ, 29. (Ρώυτερ).— Ὁ Βρεταννὸς ὑπουργὸς τῶν Ἐξωτερικῶν λόρδος Χιοὺμ ἀνεχώρησε σήμερον διὰ τὴν Μαδρίτην, ὅπου θὰ συναντηθῇ μὲ τὸν στρατηγὸν Φράνκο. Ὁ λόρδος Χιοὺμ ἐδήλωσεν ὅτι οὐδὲν θὰ διαπραγματευθῇ, ἀλλὰ θὰ ἀνταλλάξῃ ἀπόψεις ἐπὶ διεθνῶν ζητημάτων. ΜΑΔΡΙΤΗ, 29.— Ἡ ἐπίσκεψις προκαλεῖ ζωηρὸν ἐνδιαφέρον. ΛΙΣΣΑΒΩΝ, 29. (Ρώυτερ).— Ὁ Βρεταννὸς ὑπουργὸς τῶν Ἐξωτερικῶν λόρδος Χιοὺμ ἀνεχώρησε σήμερον διὰ τὴν Μαδρίτην, ὅπου θὰ συναντηθῇ μὲ τὸν στρατηγὸν Φράνκο. Ὁ λόρδος Χιοὺμ ἐδήλωσεν ὅτι οὐδὲν θὰ διαπραγματευθῇ, ἀλλὰ θὰ ἀνταλλάξῃ ἀπόψεις ἐπὶ διεθνῶν ζητημάτων. ΜΑΔΡΙΤΗ, 29.— Ἡ ἐπίσκεψις προκαλεῖ ζωηρὸν ἐνδιαφέρον. ΕΙΣ ΤΗΝ ΜΑΔΡΙΤΗΝ ΛΙΣΣΑΒΩΝ, 29. (Ρώυτερ).— Ὁ Βρεταννὸς ὑπουργὸς τῶν Ἐξωτερικῶν λόρδος Χιοὺμ ἀνεχώρησε σήμερον διὰ τὴν Μαδρίτην, ὅπου θὰ συναντηθῇ μὲ τὸν στρατηγὸν Φράνκο. Ὁ λόρδος Χιοὺμ ἐδήλωσεν ὅτι οὐδὲν θὰ διαπραγματευθῇ, ἀλλὰ θὰ ἀνταλλάξῃ ἀπόψεις ἐπὶ διεθνῶν ζητημάτων. ΜΑΔΡΙΤΗ, 29.— Ἡ ἐπίσκεψις προκαλεῖ ζωηρὸν ἐνδιαφέρον. ΛΙΣΣΑΒΩΝ, 29. (Ρώυτερ).— Ὁ Βρεταννὸς ὑπουργὸς τῶν Ἐξωτερικῶν λόρδος Χιοὺμ ἀνεχώρησε σήμερον διὰ τὴν Μαδρίτην, ὅπου θὰ συναντηθῇ μὲ τὸν στρατηγὸν Φράνκο. Ὁ λόρδος Χιοὺμ ἐδήλωσεν ὅτι οὐδὲν θὰ διαπραγματευθῇ, ἀλλὰ θὰ ἀνταλλάξῃ ἀπόψεις ἐπὶ διεθνῶν ζητημάτων. ΜΑΔΡΙΤΗ, 29.— Ἡ ἐπίσκεψις προκαλεῖ ζωηρὸν ἐνδιαφέρον. Ο ΑΓΓΛΟΣ ΥΠΟΥΡΓΟΣ ΤΩΝ ΕΞΩΤΕΡΙΚΩΝ ΘΑ ΜΕΤΑΒΗ ΤΟΝ ΙΟΥΝΙΟΝ ΕΙΣ ΟΥΑΣΙΓΚΤΩΝ ΛΟΝΔΙΝΟΝ, 29. (Ἀσσ. Πρές).— Ὁ λόρδος Χιοὺμ θὰ μεταβῇ τὸν Ἰούνιον εἰς Οὐάσιγκτων διὰ συνομιλίας μὲ τὸν κ. Ράσκ. Ο ΣΑΛΑΖΑΡ ΣΥΝΕΛΑΒΕ ΤΡΕΙΣ ΔΙΚΗΓΟΡΟΥΣ ΜΕΤΑ ΤΗΝ — [633, 1818, 1011, 2239]
column-left — [8, 6, 621, 2348]
section-secret-army: Ο ΜΥΣΤΙΚΟΣ ΣΤΡΑΤΟΣ — [250, 1830, 379, 1843]
section-south-africa: ΟΙ ΜΑΥΡΟΙ ΤΟΥ ΝΟΤΙΟΥ ΑΦΡΙΚΗΝ — [851, 467, 988, 495]
headline-foreign-minister: Ο ΑΓΓΛΟΣ ΥΠΟΥΡΓΟΣ ΤΩΝ ΕΞΩΤΕΡΙΚΩΝ ΘΑ ΜΕΤΑΒΗ ΤΟΝ ΙΟΥΝΙΟΝ ΕΙΣ ΟΥΑΣΙΓΚΤΩΝ — [827, 2085, 1011, 2137]
headline-salazar: Ο ΣΑΛΑΖΑΡ ΣΥΝΕΛΑΒΕ ΤΡΕΙΣ ΔΙΚΗΓΟΡΟΥΣ ΜΕΤΑ ΤΗΝ — [827, 1818, 1011, 2239]
subhead-negotiate: Οὐδὲν θὰ διαπραγματευθῇ — [716, 1764, 928, 1784]
section-deadlock: ΠΡΟΣ ΑΔΙΕΞΟΔΟΝ; — [52, 1563, 162, 1577]
arrows-marker: ►►► — [8, 633, 54, 653]
article-tehran: ΤΕΧΕΡΑΝΗ, 29. (Ἀσσοσ. Πρές).— Στρατιωτικοὶ ἀπέδωσαν σήμερον τὴν δίκην τοῦ πολιτικοῦ ἡγέτου Μοζαφὲρ Μπακαέι, μετὰ τὰς διαμαρτυρίας τῶν διαδηλωτῶν. Ὁ πρωθυπουργὸς κ. Ἀμινῆ δηλοῖ ὅτι ἡ κυβέρνησις θὰ τηρήσῃ τὰς ὑποσχέσεις της περὶ μεταρρυθμίσεων. Ἡ διάστασις μεταξὺ στρατοῦ καὶ πρωθυπουργοῦ εἶναι ἐμφανής. ΤΕΧΕΡΑΝΗ, 29. (Ἀσσοσ. Πρές).— Στρατιωτικοὶ ἀπέδωσαν σήμερον τὴν δίκην τοῦ πολιτικοῦ ἡγέτου Μοζαφὲρ Μπακαέι, μετὰ τὰς διαμαρτυρίας τῶν διαδηλωτῶν. Ὁ πρωθυπουργὸς κ. Ἀμινῆ δηλοῖ ὅτι ἡ κυβέρνησις θὰ τηρήσῃ τὰς ὑποσχέσεις της περὶ μεταρρυθμίσεων. Ἡ διάστασις μεταξὺ στρατοῦ καὶ πρωθυπουργοῦ εἶναι ἐμφανής. ΤΕΧΕΡΑΝΗ, 29. (Ἀσσοσ. Πρές).— Στρατιωτικοὶ ἀπέδωσαν σήμερον τὴν δίκην τοῦ πολιτικοῦ ἡγέτου Μοζαφὲρ Μπακαέι, μετὰ τὰς διαμαρτυρίας τῶν διαδηλωτῶν. Ὁ πρωθυπουργὸς κ. Ἀμινῆ δηλοῖ ὅτι ἡ κυβέρνησις θὰ τηρήσῃ τὰς ὑποσχέσεις της περὶ μεταρρυθμίσεων. Ἡ διάστασις μεταξὺ στρατοῦ καὶ πρωθυπουργοῦ εἶναι ἐμφανής. — [633, 80, 1011, 313]
article-segregation: ΜΟΝΤΓΚΟΜΕΡΥ, 29. (Ἀσσ. Πρές).— Αἱ ὁμοσπονδιακαὶ ἀρχαὶ θὰ λάβουν μέτρα πρὸς ἀποσόβησιν ἐπιθέσεων κατὰ νέγρων εἰσερχομένων εἰς δημοσίους χώρους προοριζομένους μόνον διὰ λευκούς. Ὁ γενικὸς εἰσαγγελεὺς κ. Ρόμπερτ Κέννεντυ ἐδήλωσεν ὅτι ἡ κυβέρνησις θὰ ἐφαρμόσῃ αὐστηρῶς τὸν νόμον. ΤΖΑΚΣΟΝ, 29.— Συνελήφθησαν ἕτεροι διαδηλωταί. ΜΕΧΡΙ ΤΟΥΔΕ ΣΥΛΛΗΦΘΕΝΤΕΣ ΜΟΝΤΓΚΟΜΕΡΥ, 29. (Ἀσσ. Πρές).— Αἱ ὁμοσπονδιακαὶ ἀρχαὶ θὰ λάβουν μέτρα πρὸς ἀποσόβησιν ἐπιθέσεων κατὰ νέγρων εἰσερχομένων εἰς δημοσίους χώρους προοριζομένους μόνον διὰ λευκούς. Ὁ γενικὸς εἰσαγγελεὺς κ. Ρόμπερτ Κέννεντυ ἐδήλωσεν ὅτι ἡ κυβέρνησις θὰ ἐφαρμόσῃ αὐστηρῶς τὸν νόμον. ΤΖΑΚΣΟΝ, 29.— Συνελήφθησαν ἕτεροι διαδηλωταί. ΑΝΑΣΤΑΤΩΣΙΣ ΔΙΑΦΩΝΙΑΙ ΜΟΝΤΓΚΟΜΕΡΥ, 29. (Ἀσσ. Πρές).— Αἱ ὁμοσπονδιακαὶ ἀρχαὶ θὰ λάβουν μέτρα πρὸς ἀποσόβησιν ἐπιθέσεων κατὰ νέγρων εἰσερχομένων εἰς δημοσίους χώρους προοριζομένους μόνον διὰ λευκούς. Ὁ γενικὸς εἰσαγγελεὺς κ. Ρόμπερτ Κέννεντυ ἐδήλωσεν ὅτι ἡ κυβέρνησις θὰ ἐφαρμόσῃ αὐστηρῶς τὸν νόμον. ΤΖΑΚΣΟΝ, 29.— Συνελήφθησαν ἕτεροι διαδηλωταί. ΟΙ ΜΑΥΡΟΙ ΤΟΥ ΝΟΤΙΟΥ ΑΦΡΙΚΗΝ ΜΟΝΤΓΚΟΜΕΡΥ, 29. (Ἀσσ. Πρές).— Αἱ ὁμοσπονδιακαὶ ἀρχαὶ θὰ λάβουν μέτρα πρὸς ἀποσόβησιν ἐπιθέσεων κατὰ νέγρων εἰσερχομένων εἰς δημοσίους χώρους προοριζομένους μόνον διὰ λευκούς. Ὁ γενικὸς εἰσαγγελεὺς κ. Ρόμπερτ Κέννεντυ ἐδήλωσεν ὅτι ἡ κυβέρνησις θὰ ἐφαρμόσῃ αὐστηρῶς τὸν νόμον. ΤΖΑΚΣΟΝ, 29.— Συνελήφθησαν ἕτεροι διαδηλωταί. ΜΟΝΤΓΚΟΜΕΡΥ, 29. (Ἀσσ. Πρές).— Αἱ ὁμοσπονδιακαὶ ἀρχαὶ θὰ λάβουν μέτρα πρὸς ἀποσόβησιν ἐπιθέσεων κατὰ νέγρων εἰσερχομένων εἰς δημοσίους χώρους προοριζομένους μόνον διὰ λευκούς. Ὁ γενικὸς εἰσαγγελεὺς κ. Ρόμπερτ Κέννεντυ ἐδήλωσεν ὅτι ἡ κυβέρνησις θὰ ἐφαρμόσῃ αὐστηρῶς τὸν νόμον. ΤΖΑΚΣΟΝ, 29.— Συνελήφθησαν ἕτεροι διαδηλωταί. ΜΟΝΤΓΚΟΜΕΡΥ, 29. (Ἀσσ. Πρές).— Αἱ ὁμοσπονδιακαὶ ἀρχαὶ θὰ λάβουν μέτρα πρὸς ἀποσόβησιν ἐπιθέσεων κατὰ νέγρων εἰσερχομένων εἰς δημοσίους χώρους προοριζομένους μόνον διὰ λευκούς. Ὁ γενικὸς εἰσαγγελεὺς κ. Ρόμπερτ Κέννεντυ ἐδήλωσεν ὅτι ἡ — [633, 436, 1011, 983]
headline-albanians: ΕΚΤΕΛΟΥΝΤΑΙ ΑΥΡΙΟΝ ΕΙΣ ΤΑ ΤΙΡΑΝΑ ΟΙ ΤΕΣΣΑΡΕΣ ΑΛΒΑΝΟΙ "ΑΝΑΡΧΙΚΟΙ", ΟΙ ΚΑΤΑΔΙΚΑΣΘΕΝΤΕΣ ΕΙΣ ΘΑΝΑΤΟΝ — [11, 891, 550, 937]
section-castro: ΘΑ ΠΑΡΑΚΑΤΑΘΗ Ο ΚΑΣΤΡΟ — [1028, 1700, 1191, 1714]
headline-havana-bombs: ΘΥΜΑΤΑ ΕΚ ΒΟΜΒΩΝ ΕΙΣ ΑΒΑΝΑΝ — [1152, 1498, 1431, 1520]
article-kallias: ΒΟΛΟΣ, 29.— Ὁ ὑπουργὸς τῆς Δικαιοσύνης κ. Καλλιὰς ἐπεσκέφθη τὴν Λάρισαν καὶ τὸν Βόλον. Ἐδήλωσεν ὅτι μέχρις Ὀκτωβρίου θὰ κατατεθῇ ἡ νέα πολιτικὴ δικονομία εἰς τὴν Βουλήν. ΛΑΡΙΣΑ, 29.— Ἐπεθεώρησε τὰ δικαστήρια Λαρίσης. ΒΟΛΟΣ, 29.— Ὁ ὑπουργὸς τῆς Δικαιοσύνης κ. Καλλιὰς ἐπεσκέφθη τὴν Λάρισαν καὶ τὸν Βόλον. Ἐδήλωσεν ὅτι μέχρις Ὀκτωβρίου θὰ κατατεθῇ ἡ νέα πολιτικὴ δικονομία εἰς τὴν Βουλήν. ΛΑΡΙΣΑ, 29.— Ἐπεθεώρησε τὰ δικαστήρια Λαρίσης. ΤΑ ΔΙΚΑΣΤΗΡΙΑ ΛΑΡΙΣΗΣ ΒΟΛΟΣ, 29.— Ὁ ὑπουργὸς τῆς Δικαιοσύνης κ. Καλλιὰς ἐπεσκέφθη τὴν Λάρισαν καὶ τὸν Βόλον. Ἐδήλωσεν ὅτι μέχρις Ὀκτωβρίου θὰ κατατεθῇ ἡ νέα πολιτικὴ δικονομία εἰς τὴν Βουλήν. ΛΑΡΙΣΑ, 29.— Ἐπεθεώρησε τὰ δικαστήρια Λαρίσης. — [1023, 1223, 1560, 1360]
headline-grenades: ΕΝΑ ΠΑΙΔΑΚΙ ΕΠΟΛΤΟΠΟΙΗΘΗ ΤΡΙΑ ΕΤΥΦΛΩΘΗΣΑΝ ΚΑΙ ΤΡΙΑ ΕΦΟΝΕΥΘΗΣΑΝ ΑΠΟ ΕΚΡΗΞΙΝ ΧΕΙΡΟΒΟΜΒΙΔΩΝ — [1033, 611, 1550, 659]
section-pravda: ΑΡΘΡΟΝ ΤΗΣ «ΠΡΑΒΔΑ» — [244, 774, 385, 788]
headline-algeria-problems: Τρία δυσεπίλυτα προβλήματα ἀπειλοῦν νὰ ἀγάγουν εἰς ἀδιέξοδον τὰς συνομιλίας τῶν Γάλλων καὶ Ἀλγερινῶν ἀντιπροσώπων — [30, 1138, 599, 1295]
subhead-found-three: Εἶχον ἀνεύρει τρεῖς ἐντὸς ρεύματος — [1156, 661, 1427, 679]
newspaper-page — [8, 6, 1560, 2350]
section-ferry: ΣΥΝΔΕΣΙΣ ΔΙΑ ΠΟΡΘΜΕΙΟΥ — [1032, 396, 1187, 410]
section-de-gaulle-pursue: ΘΑ ΕΠΙΔΙΩΞΗ Ο κ. ΝΤΕ ΓΚΩΛ — [24, 819, 190, 833]
headline-civil-procedure: ΕΔΗΛΩΣΕΝ ΟΤΙ ΜΕΧΡΙΣ ΟΚΤΩΒΡΙΟΥ ΘΑ ΚΑΤΑΤΕΘΗ Η ΝΕΑ ΠΟΛΙΤΙΚΗ ΔΙΚΟΝΟΜΙΑ ΕΙΣ ΤΗΝ ΒΟΥΛΗΝ — [1029, 1177, 1554, 1211]
article-cuba: ΟΥΑΣΙΓΚΤΩΝ, 29. (Ἀσσ. Πρές).— Εἷς δημοκρατικὸς γερουσιαστὴς κατηγορεῖ τὸν κ. Ἄντλαϊ Στῆβενσον ὅτι εἰσηγήθη ἀπόβασιν εἰς Κούβαν. ΑΒΑΝΑ, 29.— Ἐξερράγησαν βόμβαι προκαλέσασαι θύματα. ΚΗ ΟΥΕΣΤ, 29.— Ὁ ραδιοφωνικὸς σταθμὸς τῆς Ἀβάνας μετέδωσε ὅτι ὁ Κάστρο θὰ παρακαταθέσῃ. ΘΑ ΠΑΡΑΚΑΤΑΘΗ Ο ΚΑΣΤΡΟ ΟΥΑΣΙΓΚΤΩΝ, 29. (Ἀσσ. Πρές).— Εἷς δημοκρατικὸς γερουσιαστὴς κατηγορεῖ τὸν κ. Ἄντλαϊ Στῆβενσον ὅτι εἰσηγήθη ἀπόβασιν εἰς Κούβαν. ΑΒΑΝΑ, 29.— Ἐξερράγησαν βόμβαι προκαλέσασαι θύματα. ΚΗ ΟΥΕΣΤ, 29.— Ὁ ραδιοφωνικὸς σταθμὸς τῆς Ἀβάνας μετέδωσε ὅτι ὁ Κάστρο θὰ παρακαταθέσῃ. ΤΡΑΥΜΑΤΙΑΙ ΕΞ ΕΚΡΗΞΕΩΣ ΟΥΑΣΙΓΚΤΩΝ, 29. (Ἀσσ. Πρές).— Εἷς δημοκρατικὸς γερουσιαστὴς κατηγορεῖ τὸν κ. Ἄντλαϊ Στῆβενσον ὅτι εἰσηγήθη ἀπόβασιν εἰς Κούβαν. ΑΒΑΝΑ, 29.— Ἐξερράγησαν βόμβαι προκαλέσασαι θύματα. ΚΗ ΟΥΕΣΤ, 29.— Ὁ ραδιοφωνικὸς σταθμὸς τῆς Ἀβάνας μετέδωσε ὅτι ὁ Κάστρο θὰ παρακαταθέσῃ. ΚΗΔΕΙΑ Τὴν πολυσυζητημένην κηδείαν τῆς ἀειμνήστου Ἀνθίππης Χατζηνότα. ΜΑΪΑΜΙ, Φλώριδα, 29.— Εἷς στρατιωτικὸς ἐφονεύθη. ΕΙΣ ΣΤΡΑΤΙΩΤΙΚΟΣ Τὴν πολυσυζητημένην κηδείαν τῆς ἀειμνήστου Ἀνθίππης Χατζηνότα. ΜΑΪΑΜΙ, Φλώριδα, 29.— Εἷς στρατιωτικὸς ἐφονεύθη. — [1023, 1532, 1560, 1771]
section-where-collide: ΠΟΥ ΠΡΟΣΚΡΟΥΟΥΝ — [49, 1802, 165, 1816]
article-laos: ΓΕΝΕΥΗ, 29. (Ρώυτερ).— Ἡ σύνοδος τῶν 14 κρατῶν διὰ τὸ Λάος ἀνέστειλε τὰς ἐργασίας της ἐπὶ τετραήμερον. Αἱ ἀντιπροσωπεῖαι θὰ συσκεφθοῦν μὲ τὰς κυβερνήσεις των. ΟΥΑΣΙΓΚΤΩΝ, 29.— Ὁ Λευκὸς Οἶκος παρακολουθεῖ τὴν κατάστασιν. ΛΟΝΔΙΝΟΝ, 29.— Συνεχίζονται αἱ συνομιλίαι εἰς Μόσχαν. ΔΙΑ ΤΗΣ ΔΥΝΑΜΕΩΣ ΓΕΝΕΥΗ, 29. (Ρώυτερ).— Ἡ σύνοδος τῶν 14 κρατῶν διὰ τὸ Λάος ἀνέστειλε τὰς ἐργασίας της ἐπὶ τετραήμερον. Αἱ ἀντιπροσωπεῖαι θὰ συσκεφθοῦν μὲ τὰς κυβερνήσεις των. ΟΥΑΣΙΓΚΤΩΝ, 29.— Ὁ Λευκὸς Οἶκος παρακολουθεῖ τὴν κατάστασιν. ΛΟΝΔΙΝΟΝ, 29.— Συνεχίζονται αἱ συνομιλίαι εἰς Μόσχαν. ΓΕΝΕΥΗ, 29. (Ρώυτερ).— Ἡ σύνοδος τῶν 14 κρατῶν διὰ τὸ Λάος ἀνέστειλε τὰς ἐργασίας της ἐπὶ τετραήμερον. Αἱ ἀντιπροσωπεῖαι θὰ συσκεφθοῦν μὲ τὰς κυβερνήσεις των. ΟΥΑΣΙΓΚΤΩΝ, 29.— Ὁ Λευκὸς Οἶκος παρακολουθεῖ τὴν κατάστασιν. ΛΟΝΔΙΝΟΝ, 29.— Συνεχίζονται αἱ συνομιλίαι εἰς Μόσχαν. ΣΥΝΟΜΙΛΙΑΙ ΕΙΣ ΜΟΣΧΑΝ ΓΕΝΕΥΗ, 29. (Ρώυτερ).— Ἡ σύνοδος τῶν 14 κρατῶν διὰ τὸ Λάος ἀνέστειλε τὰς ἐργασίας της ἐπὶ τετραήμερον. Αἱ ἀντιπροσωπεῖαι θὰ συσκεφθοῦν μὲ τὰς κυβερνήσεις των. ΟΥΑΣΙΓΚΤΩΝ, 29.— Ὁ Λευκὸς Οἶκος παρακολουθεῖ τὴν κατάστασιν. ΛΟΝΔΙΝΟΝ, 29.— Συνεχίζονται αἱ συνομιλίαι εἰς Μόσχαν. ΓΕΝΕΥΗ, 29. (Ρώυτερ).— Ἡ σύνοδος τῶν 14 κρατῶν διὰ τὸ Λάος ἀνέστειλε τὰς ἐργασίας της ἐπὶ τετραήμερον. Αἱ ἀντιπροσωπεῖαι θὰ συσκεφθοῦν μὲ τὰς κυβερνήσεις των. ΟΥΑΣΙΓΚΤΩΝ, 29.— Ὁ Λευκὸς Οἶκος παρακολουθεῖ τὴν — [633, 1299, 1011, 1661]
section-suppression: ΕΚΦΗΝΕΤΑΙ ΚΑΤΑΣΤΟΛΗ — [1221, 525, 1362, 539]
section-injured: ΤΡΑΥΜΑΤΙΑΙ ΕΞ ΕΚΡΗΞΕΩΣ — [1215, 1645, 1368, 1659]
article-cyprus: ΛΕΥΚΩΣΙΑ, 29. (Ἀθην. Πρακτ.).— Ἡ ἐφημερὶς «Κύπρος» γράφει ὅτι ὁ γενικὸς γραμματεὺς τοῦ Ο.Η.Ε. κ. Χαμμερσκελντ θὰ καλέσῃ τὸν Ἀρχιεπίσκοπον Μακάριον νὰ ἐπισκεφθῇ τὴν ἕδραν τῶν Ἡνωμένων Ἐθνῶν διὰ νὰ συζητήσουν ἐπὶ τῆς οἰκονομικῆς βοηθείας πρὸς τὴν Κύπρον. Προσωπιδοφόροι ἐφόνευσαν καταδότην ἀντεθνικῶς δράσαντα κατὰ τὸ κίνημα. ΑΘΗΝΑΙ, 29.— Ἡ σύνδεσις διὰ πορθμείου μελετᾶται. ΔΑΜΑΣΚΟΣ, 29.— Ὁ Πρόεδρος θὰ ἐπισκεφθῇ τὴν Δαμασκόν. ΣΥΝΔΕΣΙΣ ΔΙΑ ΠΟΡΘΜΕΙΟΥ ΛΕΥΚΩΣΙΑ, 29. (Ἀθην. Πρακτ.).— Ἡ ἐφημερὶς «Κύπρος» γράφει ὅτι ὁ γενικὸς γραμματεὺς τοῦ Ο.Η.Ε. κ. Χαμμερσκελντ θὰ καλέσῃ τὸν Ἀρχιεπίσκοπον Μακάριον νὰ ἐπισκεφθῇ τὴν ἕδραν τῶν Ἡνωμένων Ἐθνῶν διὰ νὰ συζητήσουν ἐπὶ τῆς οἰκονομικῆς βοηθείας πρὸς τὴν Κύπρον. Προσωπιδοφόροι ἐφόνευσαν καταδότην ἀντεθνικῶς δράσαντα κατὰ τὸ κίνημα. ΑΘΗΝΑΙ, 29.— Ἡ σύνδεσις διὰ πορθμείου μελετᾶται. ΔΑΜΑΣΚΟΣ, 29.— Ὁ Πρόεδρος θὰ ἐπισκεφθῇ τὴν Δαμασκόν. ΘΑ ΕΠΙΣΚΕΦΘΗ ΤΗΝ ΔΑΜΑΣΚΟΝ ΛΕΥΚΩΣΙΑ, 29. (Ἀθην. Πρακτ.).— Ἡ ἐφημερὶς «Κύπρος» γράφει ὅτι ὁ γενικὸς γραμματεὺς τοῦ Ο.Η.Ε. κ. Χαμμερσκελντ θὰ καλέσῃ τὸν Ἀρχιεπίσκοπον Μακάριον νὰ ἐπισκεφθῇ τὴν ἕδραν τῶν Ἡνωμένων Ἐθνῶν διὰ νὰ συζητήσουν ἐπὶ τῆς οἰκονομικῆς βοηθείας πρὸς τὴν Κύπρον. Προσωπιδοφόροι ἐφόνευσαν καταδότην ἀντεθνικῶς δράσαντα κατὰ τὸ κίνημα. ΑΘΗΝΑΙ, 29.— Ἡ σύνδεσις διὰ πορθμείου μελετᾶται. ΔΑΜΑΣΚΟΣ, 29.— Ὁ Πρόεδρος θὰ ἐπισκεφθῇ τὴν Δαμασκόν. ΕΚΦΗΝΕΤΑΙ ΚΑΤΑΣΤΟΛΗ ΛΕΥΚΩΣΙΑ, 29. (Ἀθην. Πρακτ.).— Ἡ ἐφημερὶς «Κύπρος» γράφει ὅτι ὁ γενικὸς γραμματεὺς τοῦ Ο.Η.Ε. κ. Χαμμερσκελντ θὰ καλέσῃ τὸν Ἀρχιεπίσκοπον Μακάριον νὰ ἐπισκεφθῇ τὴν ἕδραν τῶν Ἡνωμένων Ἐθνῶν διὰ νὰ συζητήσουν ἐπὶ τῆς οἰκονομικῆς βοηθείας πρὸς τὴν Κύπρον. Προσωπιδοφόροι ἐφόνευσαν καταδότην ἀντεθνικῶς δράσαντα κατὰ τὸ κίνημα. ΑΘΗΝΑΙ, 29.— Ἡ σύνδεσις διὰ πορθμείου μελετᾶται. ΔΑΜΑΣΚΟΣ, 29.— Ὁ Πρόεδρος θὰ ἐπισκεφθῇ τὴν Δαμασκόν. ΚΑΙ ΕΙΣ ΛΙΒΑΝΟΝ ΛΕΥΚΩΣΙΑ, 29. (Ἀθην. Πρακτ.).— Ἡ ἐφημερὶς «Κύπρος» γράφει ὅτι ὁ γενικὸς γραμματεὺς τοῦ Ο.Η.Ε. κ. Χαμμερσκελντ θὰ καλέσῃ τὸν Ἀρχιεπίσκοπον Μακάριον νὰ ἐπισκεφθῇ τὴν ἕδραν τῶν Ἡνωμένων Ἐθνῶν διὰ νὰ συζητήσουν ἐπὶ τῆς οἰκονομικῆς βοηθείας πρὸς τὴν Κύπρον. Προσωπιδοφόροι — [1023, 145, 1560, 563]
headline-kallias: Ο κ. ΚΑΛΛΙΑΣ ΕΙΣ ΛΑΡΙΣΑΝ ΚΑΙ ΤΟΝ ΒΟΛΟΝ — [1137, 1156, 1446, 1176]
section-europeans-positions: ΑΙ ΘΕΣΕΙΣ ΤΩΝ ΕΥΡΩΠΑΙΩΝ — [235, 2069, 394, 2083]
section-old-ultimatum: ΤΟ ΠΑΛΑΙΟΝ ΤΕΛΕΣΙΓΡΑΦΟΝ — [24, 471, 190, 485]
headline-gestapo: ΑΝΕΒΙΩΣΑΝ ΑΙ ΘΗΡΙΩΔΙΑΙ ΤΗΣ ΓΚΕΣΤΑΠΟ ΚΑΙ ΤΑ ΣΤΡΑΤΟΠΕΔΑ ΘΑΝΑΤΟΥ ΤΩΝ ΕΒΡΑΙΩΝ — [1024, 902, 1559, 938]
grenade-box — [1023, 581, 1560, 703]
headline-sahara-bases-settlers: 1. Η ΣΑΧΑΡΑ.- 2. ΑΙ ΒΑΣΕΙΣ.- 3. ΟΙ ΑΠΟΙΚΟΙ — [62, 1299, 567, 1329]
subhead-masked-men: Προσωπιδοφόροι ἐφόνευσαν καταδότην — [1085, 92, 1498, 114]
article-albanians: ΒΕΛΙΓΡΑΔΙΟΝ, 29. (Ἀσσ. Πρές).— Αἱ ἀλβανικαὶ ἀρχαὶ ἀνεκοίνωσαν ὅτι αὔριον θὰ ἐκτελεσθοῦν εἰς τὰ Τίρανα οἱ τέσσαρες Ἀλβανοὶ οἱ καταδικασθέντες εἰς θάνατον ὡς «ἀναρχικοί». ΑΘΗΝΑΙ, 29.— Ἡ Ἐπιτροπὴ Βορειοηπειρωτικοῦ Ἀγῶνος ἐξέδωσε ψήφισμα διαμαρτυρίας. ΠΡΑΓΑ, 29. (Ἀσσ. Πρές).— Ὁ κ. Κρούστσεφ θὰ μεταβῇ εἰς Βιέννην. ΒΙΕΝΝΗ, 29. (Ἀσσ. Πρές).— Αἱ προετοιμασίαι διὰ τὴν συνάντησιν συνεχίζονται. ΘΕΤΙΚΗ ΣΥΜΒΟΛΗ ΒΕΛΙΓΡΑΔΙΟΝ, 29. (Ἀσσ. Πρές).— Αἱ ἀλβανικαὶ ἀρχαὶ ἀνεκοίνωσαν ὅτι αὔριον θὰ ἐκτελεσθοῦν εἰς τὰ Τίρανα οἱ τέσσαρες Ἀλβανοὶ οἱ καταδικασθέντες εἰς θάνατον ὡς «ἀναρχικοί». ΑΘΗΝΑΙ, 29.— Ἡ Ἐπιτροπὴ Βορειοηπειρωτικοῦ Ἀγῶνος ἐξέδωσε ψήφισμα διαμαρτυρίας. ΠΡΑΓΑ, 29. (Ἀσσ. Πρές).— Ὁ κ. Κρούστσεφ θὰ μεταβῇ εἰς Βιέννην. ΒΙΕΝΝΗ, 29. (Ἀσσ. Πρές).— Αἱ προετοιμασίαι διὰ τὴν συνάντησιν συνεχίζονται. ΔΕΝ ΕΝΘΑΝΙΖΕΤΑΙ ΒΕΛΙΓΡΑΔΙΟΝ, 29. (Ἀσσ. Πρές).— Αἱ ἀλβανικαὶ ἀρχαὶ ἀνεκοίνωσαν ὅτι αὔριον θὰ ἐκτελεσθοῦν εἰς τὰ Τίρανα οἱ τέσσαρες Ἀλβανοὶ οἱ καταδικασθέντες εἰς θάνατον ὡς «ἀναρχικοί». ΑΘΗΝΑΙ, 29.— Ἡ Ἐπιτροπὴ Βορειοηπειρωτικοῦ — [8, 948, 621, 1118]
